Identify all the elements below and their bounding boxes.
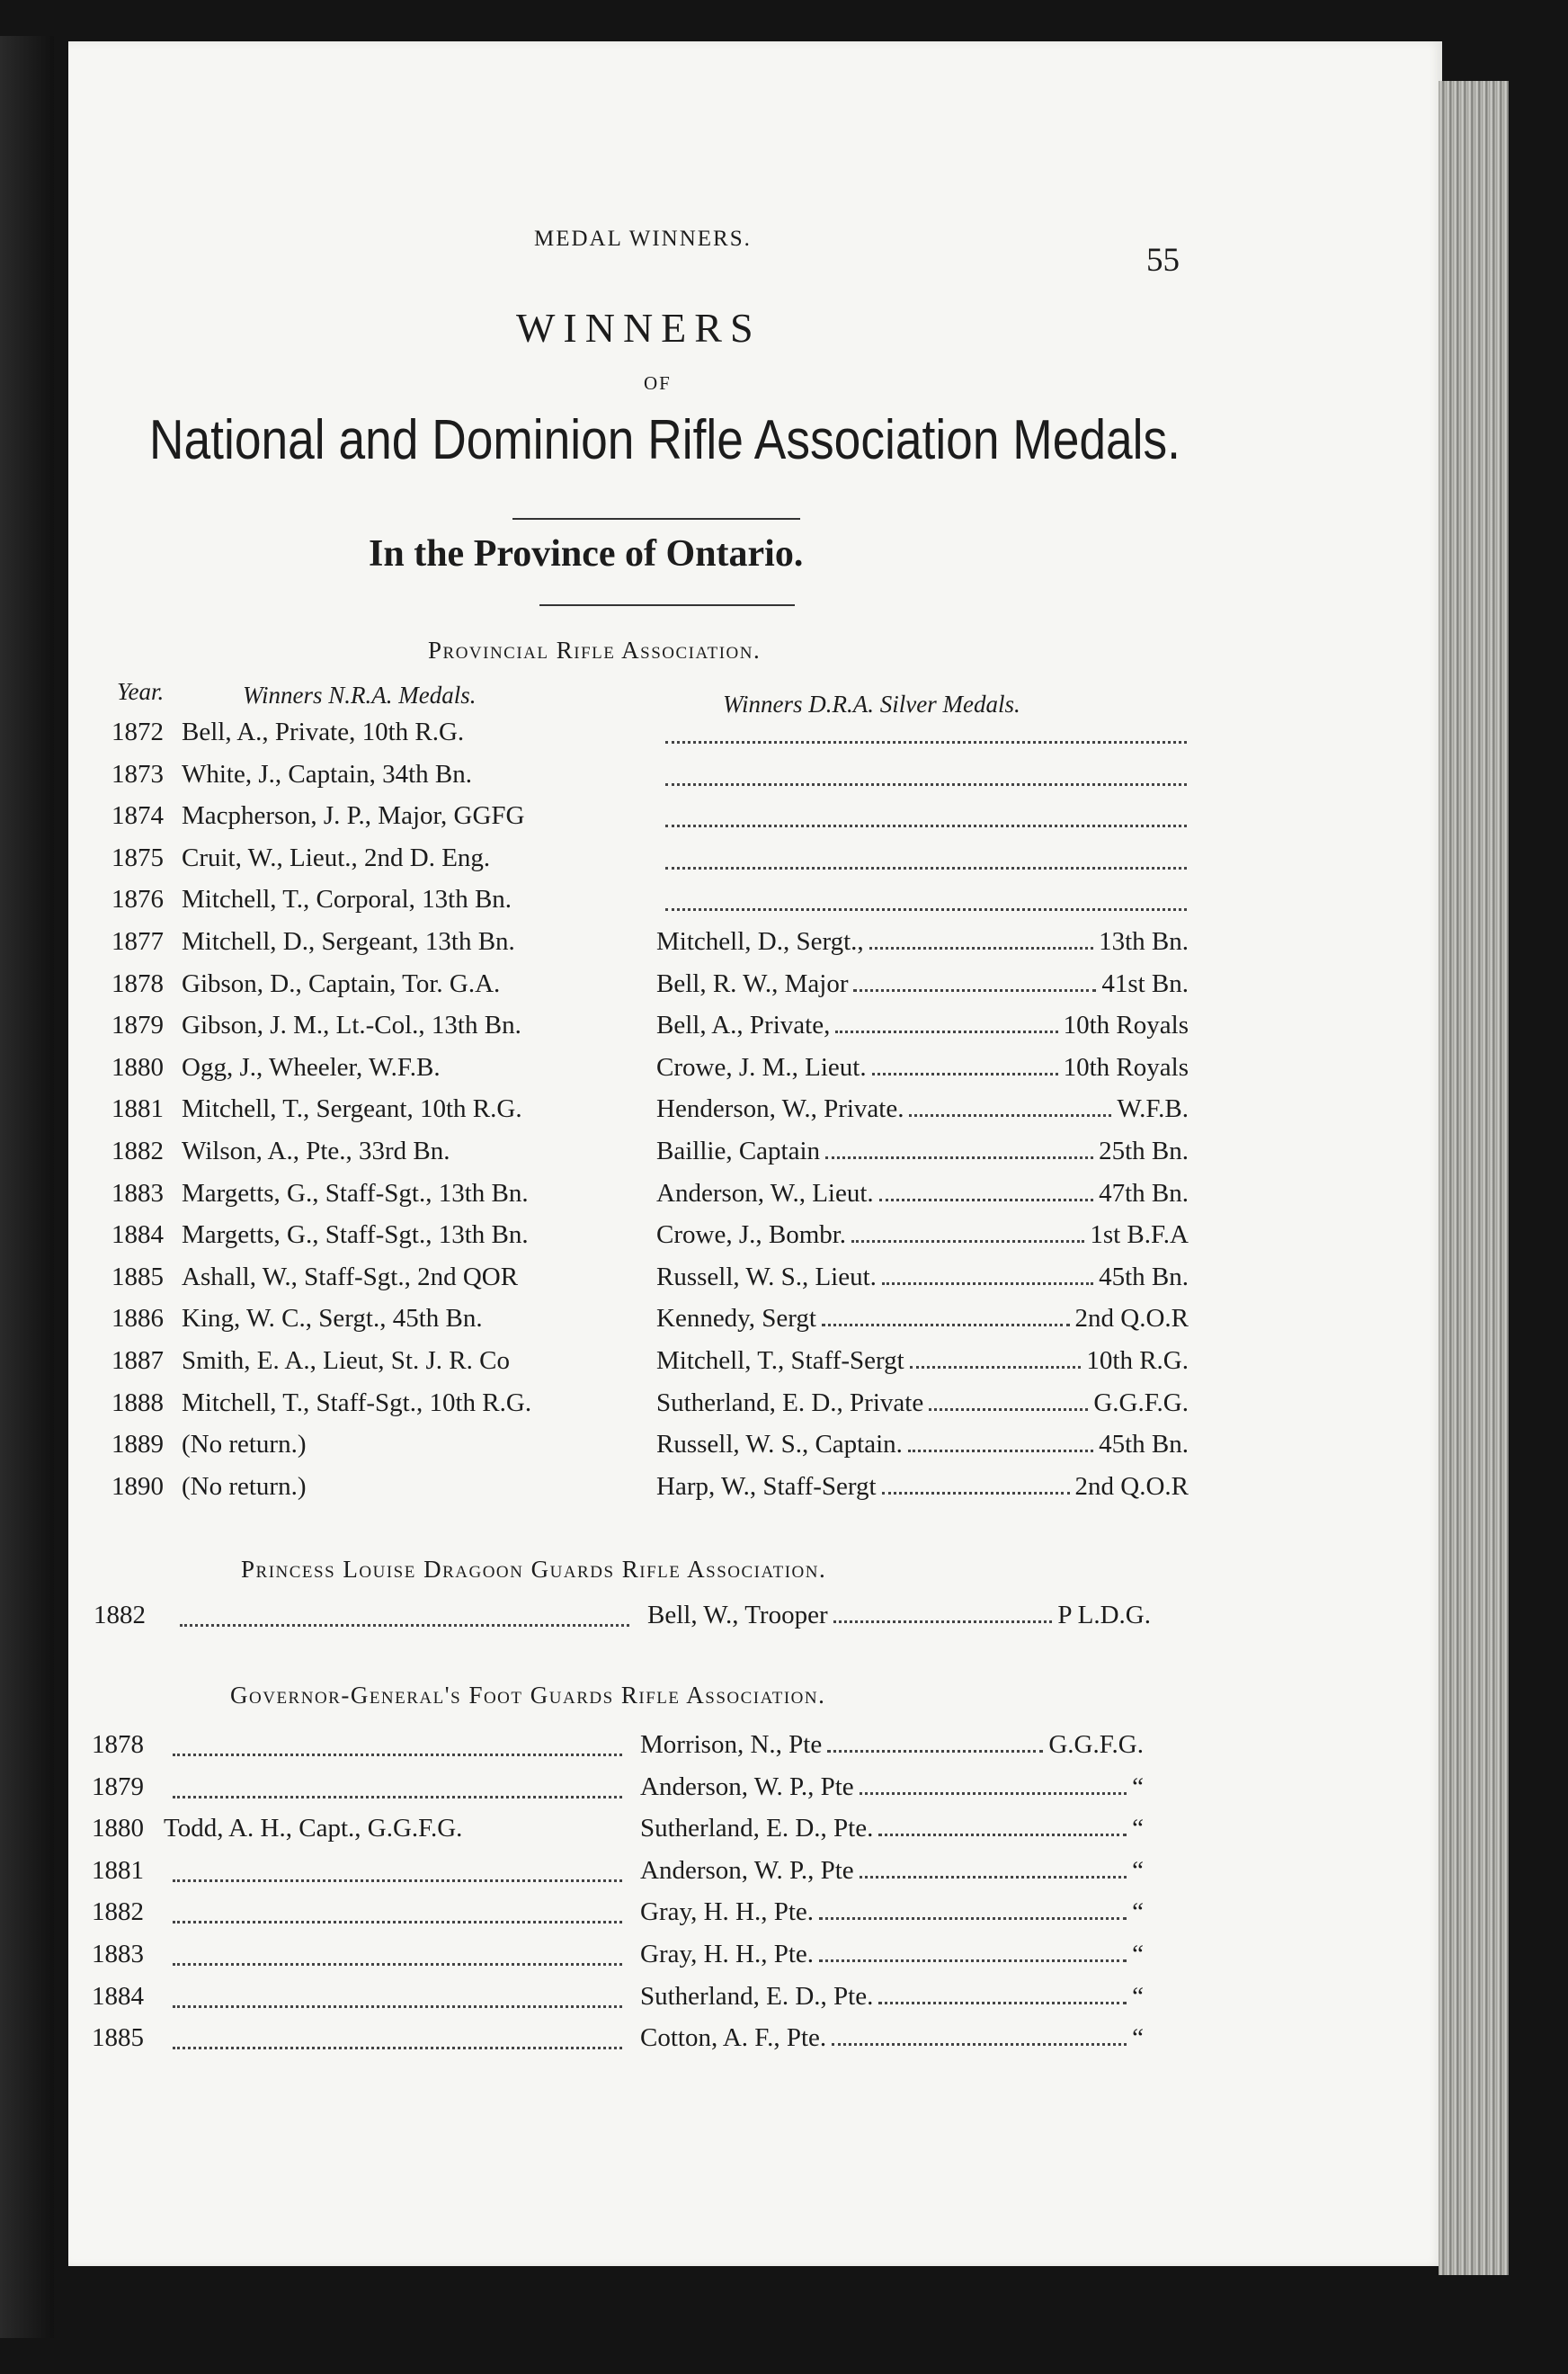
- dra-empty-leader: [665, 867, 1187, 870]
- dra-winner-name: Anderson, W., Lieut.: [656, 1178, 874, 1208]
- dra-entry: [647, 1602, 1151, 1629]
- dra-entry: [656, 1471, 1189, 1501]
- page-number: 55: [1146, 242, 1180, 279]
- dra-winner-name: Crowe, J., Bombr.: [656, 1220, 847, 1250]
- dra-winner-name: Gray, H. H., Pte.: [640, 1940, 815, 1968]
- year-cell: 1873: [111, 759, 164, 789]
- dra-entry: [640, 1899, 1144, 1925]
- dra-entry: [640, 1732, 1144, 1758]
- dra-entry: [640, 2025, 1144, 2051]
- dra-winner-cell: [656, 929, 1189, 955]
- column-header-dra: Winners D.R.A. Silver Medals.: [723, 691, 1020, 718]
- dra-winner-name: Russell, W. S., Captain.: [656, 1430, 903, 1459]
- year-cell: 1875: [111, 843, 164, 872]
- dra-winner-unit: 45th Bn.: [1099, 1430, 1189, 1459]
- dot-leader: [860, 1876, 1127, 1879]
- dra-entry: [656, 968, 1189, 998]
- dot-leader: [835, 1031, 1057, 1033]
- dra-winner-unit: 2nd Q.O.R: [1074, 1471, 1189, 1501]
- year-cell: 1872: [111, 718, 164, 746]
- dra-winner-name: Sutherland, E. D., Pte.: [640, 1981, 874, 2011]
- dra-winner-unit: 13th Bn.: [1099, 927, 1189, 956]
- dot-leader: [860, 1792, 1127, 1795]
- dra-empty-leader: [665, 783, 1187, 786]
- dra-winner-unit: “: [1132, 2023, 1144, 2053]
- dra-winner-cell: [640, 2025, 1144, 2051]
- dra-winner-cell: [656, 1264, 1189, 1290]
- year-cell: 1887: [111, 1346, 164, 1375]
- dra-winner-name: Sutherland, E. D., Pte.: [640, 1814, 874, 1843]
- dra-winner-cell: [656, 1390, 1189, 1416]
- dra-winner-cell: [656, 1222, 1189, 1248]
- dra-winner-name: Gray, H. H., Pte.: [640, 1897, 815, 1927]
- nra-winner-cell: White, J., Captain, 34th Bn.: [182, 759, 472, 789]
- dra-winner-name: Bell, W., Trooper: [647, 1601, 828, 1629]
- section-heading-ggfg: Governor-General's Foot Guards Rifle Association.: [230, 1682, 826, 1709]
- nra-winner-cell: (No return.): [182, 1471, 307, 1501]
- year-cell: 1879: [111, 1011, 164, 1040]
- dra-winner-name: Mitchell, T., Staff-Sergt: [656, 1346, 904, 1375]
- section-heading-provincial: Provincial Rifle Association.: [428, 637, 762, 664]
- year-cell: 1874: [111, 801, 164, 831]
- nra-winner-cell: (No return.): [182, 1430, 307, 1459]
- dra-winner-unit: 1st B.F.A: [1090, 1220, 1189, 1250]
- year-cell: 1888: [111, 1388, 164, 1417]
- dra-winner-name: Sutherland, E. D., Private: [656, 1388, 924, 1417]
- dra-winner-unit: “: [1132, 1940, 1144, 1968]
- year-cell: 1883: [111, 1178, 164, 1208]
- dra-winner-unit: 25th Bn.: [1099, 1137, 1189, 1165]
- dra-winner-unit: G.G.F.G.: [1093, 1388, 1189, 1417]
- nra-winner-cell: Gibson, J. M., Lt.-Col., 13th Bn.: [182, 1011, 521, 1040]
- year-cell: 1876: [111, 885, 164, 915]
- dra-winner-cell: [640, 1941, 1144, 1968]
- year-cell: 1884: [111, 1220, 164, 1250]
- dra-winner-cell: [656, 1178, 1189, 1208]
- dra-winner-unit: 41st Bn.: [1101, 968, 1189, 998]
- nra-winner-cell: Cruit, W., Lieut., 2nd D. Eng.: [182, 843, 491, 872]
- year-cell: 1885: [111, 1262, 164, 1291]
- dot-leader: [869, 947, 1093, 950]
- year-cell: 1880: [92, 1814, 144, 1843]
- year-cell: 1882: [92, 1897, 144, 1927]
- dra-winner-name: Anderson, W. P., Pte: [640, 1772, 854, 1801]
- dra-winner-unit: P L.D.G.: [1057, 1601, 1151, 1629]
- dra-empty-leader: [665, 908, 1187, 911]
- title-rule: [512, 518, 800, 520]
- subtitle-rule: [539, 604, 795, 606]
- dra-winner-name: Bell, R. W., Major: [656, 968, 849, 998]
- nra-empty-leader: [173, 2047, 622, 2049]
- dra-winner-cell: [656, 1306, 1189, 1332]
- dra-winner-name: Cotton, A. F., Pte.: [640, 2023, 827, 2053]
- year-cell: 1881: [111, 1094, 164, 1124]
- dot-leader: [832, 2043, 1127, 2046]
- dra-winner-cell: [640, 1774, 1144, 1800]
- dra-entry: [656, 1013, 1189, 1039]
- page-subtitle: In the Province of Ontario.: [369, 533, 804, 575]
- dra-entry: [656, 1178, 1189, 1208]
- dra-winner-cell: [647, 1602, 1151, 1629]
- book-gutter: [0, 36, 54, 2338]
- dot-leader: [833, 1620, 1053, 1623]
- nra-winner-cell: Gibson, D., Captain, Tor. G.A.: [182, 968, 501, 998]
- dra-entry: [656, 1390, 1189, 1416]
- dra-entry: [656, 1432, 1189, 1458]
- dra-empty-leader: [665, 825, 1187, 827]
- dra-winner-cell: [656, 968, 1189, 998]
- year-cell: 1886: [111, 1304, 164, 1334]
- dra-winner-unit: “: [1132, 1981, 1144, 2011]
- dra-winner-cell: [640, 1855, 1144, 1885]
- dra-entry: [656, 929, 1189, 955]
- dra-entry: [656, 1052, 1189, 1082]
- year-cell: 1883: [92, 1940, 144, 1968]
- dot-leader: [878, 1834, 1127, 1836]
- dra-winner-name: Baillie, Captain: [656, 1137, 821, 1165]
- dra-entry: [640, 1855, 1144, 1885]
- year-cell: 1879: [92, 1772, 144, 1801]
- dot-leader: [878, 2002, 1127, 2004]
- dra-winner-cell: [656, 1348, 1189, 1374]
- dot-leader: [819, 1959, 1127, 1962]
- nra-empty-leader: [173, 1754, 622, 1756]
- dra-entry: [640, 1981, 1144, 2011]
- dra-winner-name: Russell, W. S., Lieut.: [656, 1262, 877, 1291]
- dra-winner-unit: G.G.F.G.: [1048, 1730, 1144, 1759]
- dot-leader: [882, 1282, 1093, 1285]
- dra-winner-name: Harp, W., Staff-Sergt: [656, 1471, 877, 1501]
- nra-winner-cell: Margetts, G., Staff-Sgt., 13th Bn.: [182, 1178, 529, 1208]
- nra-empty-leader: [180, 1624, 629, 1627]
- nra-winner-cell: Bell, A., Private, 10th R.G.: [182, 718, 465, 746]
- dra-winner-name: Crowe, J. M., Lieut.: [656, 1052, 867, 1082]
- dra-winner-name: Bell, A., Private,: [656, 1011, 831, 1040]
- dra-winner-unit: 10th Royals: [1063, 1011, 1189, 1040]
- nra-winner-cell: Mitchell, T., Sergeant, 10th R.G.: [182, 1094, 522, 1124]
- dra-winner-unit: “: [1132, 1855, 1144, 1885]
- year-cell: 1884: [92, 1981, 144, 2011]
- dra-winner-unit: 47th Bn.: [1099, 1178, 1189, 1208]
- dot-leader: [872, 1073, 1058, 1075]
- year-cell: 1882: [94, 1601, 146, 1629]
- year-cell: 1878: [92, 1730, 144, 1759]
- dra-winner-cell: [640, 1732, 1144, 1758]
- nra-winner-cell: Mitchell, T., Staff-Sgt., 10th R.G.: [182, 1388, 532, 1417]
- dra-winner-unit: “: [1132, 1772, 1144, 1801]
- dra-winner-unit: 10th R.G.: [1086, 1346, 1189, 1375]
- column-header-year: Year.: [117, 678, 165, 705]
- running-head: MEDAL WINNERS.: [534, 227, 752, 251]
- dra-entry: [656, 1264, 1189, 1290]
- dra-winner-unit: W.F.B.: [1117, 1094, 1189, 1124]
- nra-empty-leader: [173, 1921, 622, 1923]
- nra-winner-cell: Margetts, G., Staff-Sgt., 13th Bn.: [182, 1220, 529, 1250]
- nra-empty-leader: [173, 1963, 622, 1966]
- dra-winner-name: Anderson, W. P., Pte: [640, 1855, 854, 1885]
- dra-winner-unit: 2nd Q.O.R: [1074, 1304, 1189, 1334]
- dra-entry: [656, 1348, 1189, 1374]
- nra-winner-cell: Mitchell, T., Corporal, 13th Bn.: [182, 885, 512, 915]
- dot-leader: [822, 1324, 1070, 1326]
- dra-entry: [656, 1306, 1189, 1332]
- dot-leader: [909, 1114, 1111, 1117]
- dra-entry: [640, 1816, 1144, 1842]
- dra-winner-cell: [656, 1432, 1189, 1458]
- nra-empty-leader: [173, 1879, 622, 1882]
- nra-winner-cell: King, W. C., Sergt., 45th Bn.: [182, 1304, 483, 1334]
- dra-winner-name: Henderson, W., Private.: [656, 1094, 904, 1124]
- dra-winner-unit: “: [1132, 1814, 1144, 1843]
- dra-winner-unit: 10th Royals: [1063, 1052, 1189, 1082]
- dra-entry: [656, 1096, 1189, 1122]
- dot-leader: [879, 1199, 1093, 1201]
- dra-winner-name: Mitchell, D., Sergt.,: [656, 927, 864, 956]
- page-title: National and Dominion Rifle Association Medals.: [149, 409, 1180, 471]
- nra-winner-cell: Ogg, J., Wheeler, W.F.B.: [182, 1052, 441, 1082]
- section-heading-plg: Princess Louise Dragoon Guards Rifle Association.: [241, 1556, 827, 1583]
- year-cell: 1889: [111, 1430, 164, 1459]
- dra-winner-cell: [656, 1013, 1189, 1039]
- dot-leader: [910, 1366, 1082, 1369]
- dra-winner-name: Morrison, N., Pte: [640, 1730, 823, 1759]
- dot-leader: [929, 1408, 1088, 1411]
- year-cell: 1880: [111, 1052, 164, 1082]
- dot-leader: [827, 1750, 1043, 1753]
- page-edges: [1439, 81, 1509, 2275]
- dra-winner-cell: [656, 1138, 1189, 1165]
- dra-entry: [640, 1774, 1144, 1800]
- dra-winner-unit: 45th Bn.: [1099, 1262, 1189, 1291]
- dot-leader: [882, 1492, 1070, 1495]
- dra-entry: [656, 1138, 1189, 1165]
- dot-leader: [819, 1917, 1127, 1920]
- nra-empty-leader: [173, 1796, 622, 1798]
- dra-empty-leader: [665, 741, 1187, 744]
- dot-leader: [825, 1156, 1093, 1159]
- nra-winner-cell: Macpherson, J. P., Major, GGFG: [182, 801, 525, 831]
- nra-winner-cell: Mitchell, D., Sergeant, 13th Bn.: [182, 927, 515, 956]
- dot-leader: [908, 1450, 1093, 1452]
- dra-winner-cell: [656, 1096, 1189, 1122]
- year-cell: 1882: [111, 1137, 164, 1165]
- year-cell: 1878: [111, 968, 164, 998]
- column-header-nra: Winners N.R.A. Medals.: [243, 682, 477, 709]
- nra-winner-cell: Wilson, A., Pte., 33rd Bn.: [182, 1137, 450, 1165]
- dra-winner-name: Kennedy, Sergt: [656, 1304, 816, 1334]
- year-cell: 1877: [111, 927, 164, 956]
- dot-leader: [853, 989, 1096, 992]
- nra-empty-leader: [173, 2005, 622, 2008]
- title-of: OF: [644, 372, 672, 394]
- dra-winner-cell: [656, 1471, 1189, 1501]
- nra-winner-cell: Ashall, W., Staff-Sgt., 2nd QOR: [182, 1262, 519, 1291]
- nra-winner-cell: Todd, A. H., Capt., G.G.F.G.: [164, 1814, 463, 1843]
- dra-entry: [656, 1222, 1189, 1248]
- year-cell: 1881: [92, 1855, 144, 1885]
- title-winners: WINNERS: [516, 305, 762, 351]
- dra-winner-cell: [640, 1816, 1144, 1842]
- dra-winner-unit: “: [1132, 1897, 1144, 1927]
- year-cell: 1890: [111, 1471, 164, 1501]
- dra-winner-cell: [640, 1981, 1144, 2011]
- dot-leader: [851, 1240, 1084, 1243]
- dra-entry: [640, 1941, 1144, 1968]
- nra-winner-cell: Smith, E. A., Lieut, St. J. R. Co: [182, 1346, 510, 1375]
- dra-winner-cell: [640, 1899, 1144, 1925]
- year-cell: 1885: [92, 2023, 144, 2053]
- dra-winner-cell: [656, 1052, 1189, 1082]
